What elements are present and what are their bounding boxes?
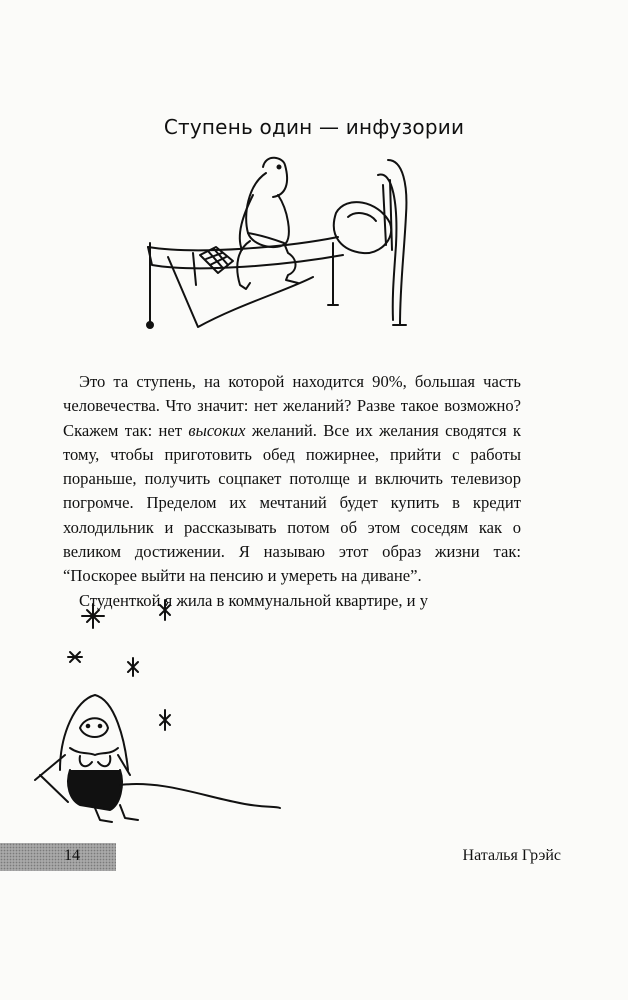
author-name: Наталья Грэйс xyxy=(462,847,561,864)
chapter-title: Ступень один — инфузории xyxy=(163,115,465,139)
snowflake-icon xyxy=(160,710,170,730)
paragraph: Студенткой я жила в коммунальной квартире, и у xyxy=(79,590,429,610)
snowflake-icon xyxy=(128,658,138,676)
page-number: 14 xyxy=(64,847,80,864)
paragraph: Это та ступень, на которой находится 90%, большая часть человечества. Что значит: нет желаний? Разве такое возможно? Скажем так: нет высоких желаний. Все их желания сводятся к тому, чтобы приготовить обед пожирнее, прийти с работы пораньше, получить соцпакет потолще и включить телевизор погромче. Пределом их мечтаний будет купить в кредит холодильник и рассказывать потом об этом соседям как о великом достижении. Я называю этот образ жизни так: “Поскорее выйти на пенсию и умереть на диване”. xyxy=(63,372,521,586)
body-text xyxy=(63,370,521,613)
bed-illustration xyxy=(138,155,428,335)
snowflake-icon xyxy=(68,652,82,662)
footer-band xyxy=(0,843,116,871)
